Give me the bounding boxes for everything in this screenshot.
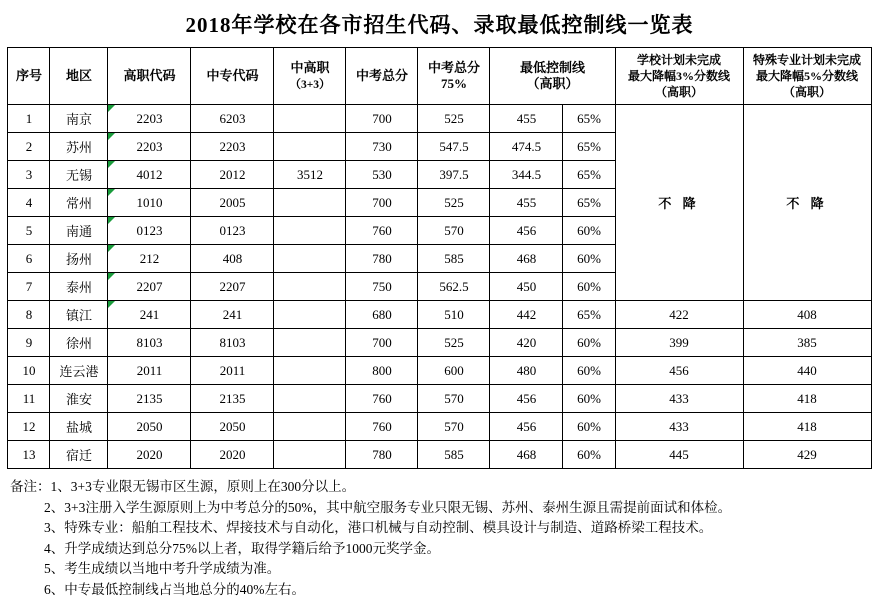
cell-special-plan: 408 xyxy=(743,301,871,329)
notes-section xyxy=(10,477,879,600)
cell-region: 常州 xyxy=(50,189,108,217)
cell-region: 扬州 xyxy=(50,245,108,273)
cell-seq: 2 xyxy=(8,133,50,161)
cell-min-line: 468 xyxy=(490,245,563,273)
header-school-plan xyxy=(615,48,743,105)
cell-zhonggao xyxy=(274,245,346,273)
cell-min-pct: 65% xyxy=(563,189,615,217)
table-row xyxy=(8,329,871,357)
cell-min-line: 480 xyxy=(490,357,563,385)
cell-region: 镇江 xyxy=(50,301,108,329)
cell-seq: 13 xyxy=(8,441,50,469)
cell-secondary-code: 2207 xyxy=(191,273,274,301)
cell-zhonggao xyxy=(274,133,346,161)
cell-vocational-code: 2203 xyxy=(108,133,191,161)
cell-seq: 4 xyxy=(8,189,50,217)
header-school-plan-line2: 最大降幅3%分数线 xyxy=(627,68,730,83)
header-vocational-code: 高职代码 xyxy=(108,48,191,105)
table-row xyxy=(8,357,871,385)
cell-region: 无锡 xyxy=(50,161,108,189)
cell-seq: 5 xyxy=(8,217,50,245)
cell-region: 苏州 xyxy=(50,133,108,161)
cell-special-plan: 418 xyxy=(743,385,871,413)
header-min-control-line2: （高职） xyxy=(526,76,579,91)
cell-min-pct: 65% xyxy=(563,105,615,133)
cell-min-pct: 65% xyxy=(563,133,615,161)
cell-exam-total: 780 xyxy=(346,441,418,469)
header-special-plan-line3: （高职） xyxy=(782,85,831,100)
cell-school-plan: 433 xyxy=(615,385,743,413)
note-row-2 xyxy=(10,498,879,519)
note-item-3: 3、特殊专业：船舶工程技术、焊接技术与自动化，港口机械与自动控制、模具设计与制造、道路桥梁工程技术。 xyxy=(44,520,713,536)
table-header-row xyxy=(8,48,871,105)
cell-vocational-code: 212 xyxy=(108,245,191,273)
cell-exam-total: 760 xyxy=(346,413,418,441)
cell-region: 连云港 xyxy=(50,357,108,385)
header-region: 地区 xyxy=(50,48,108,105)
cell-seq: 8 xyxy=(8,301,50,329)
cell-min-line: 456 xyxy=(490,385,563,413)
cell-special-plan: 440 xyxy=(743,357,871,385)
cell-min-line: 455 xyxy=(490,189,563,217)
cell-seq: 12 xyxy=(8,413,50,441)
cell-score75: 525 xyxy=(418,105,490,133)
cell-exam-total: 800 xyxy=(346,357,418,385)
cell-score75: 570 xyxy=(418,385,490,413)
cell-vocational-code: 2011 xyxy=(108,357,191,385)
notes-label: 备注： xyxy=(10,479,51,494)
cell-min-line: 468 xyxy=(490,441,563,469)
cell-zhonggao xyxy=(274,273,346,301)
header-special-plan-line1: 特殊专业计划未完成 xyxy=(752,52,861,67)
cell-exam-total: 680 xyxy=(346,301,418,329)
cell-min-line: 442 xyxy=(490,301,563,329)
header-seq: 序号 xyxy=(8,48,50,105)
cell-min-pct: 60% xyxy=(563,357,615,385)
header-score75-line2: 75% xyxy=(440,76,467,91)
cell-secondary-code: 408 xyxy=(191,245,274,273)
cell-vocational-code: 4012 xyxy=(108,161,191,189)
cell-score75: 585 xyxy=(418,441,490,469)
table-row xyxy=(8,413,871,441)
cell-vocational-code: 2020 xyxy=(108,441,191,469)
cell-min-line: 455 xyxy=(490,105,563,133)
cell-secondary-code: 8103 xyxy=(191,329,274,357)
cell-secondary-code: 0123 xyxy=(191,217,274,245)
cell-region: 南通 xyxy=(50,217,108,245)
cell-region: 徐州 xyxy=(50,329,108,357)
cell-score75: 562.5 xyxy=(418,273,490,301)
cell-vocational-code: 2135 xyxy=(108,385,191,413)
header-min-control-line xyxy=(490,48,615,105)
note-item-2: 2、3+3注册入学生源原则上为中考总分的50%，其中航空服务专业只限无锡、苏州、泰州生源且需提前面试和体检。 xyxy=(44,499,732,515)
note-item-1: 1、3+3专业限无锡市区生源，原则上在300分以上。 xyxy=(50,479,356,494)
cell-min-pct: 65% xyxy=(563,301,615,329)
cell-secondary-code: 6203 xyxy=(191,105,274,133)
cell-zhonggao: 3512 xyxy=(274,161,346,189)
header-score75-line1: 中考总分 xyxy=(427,59,480,75)
cell-zhonggao xyxy=(274,105,346,133)
cell-min-pct: 60% xyxy=(563,329,615,357)
cell-score75: 570 xyxy=(418,217,490,245)
header-secondary-code: 中专代码 xyxy=(191,48,274,105)
cell-seq: 1 xyxy=(8,105,50,133)
cell-secondary-code: 2005 xyxy=(191,189,274,217)
table-body xyxy=(8,105,871,469)
header-zhonggao-line2: （3+3） xyxy=(289,78,331,91)
cell-special-plan: 385 xyxy=(743,329,871,357)
cell-score75: 585 xyxy=(418,245,490,273)
note-row-1 xyxy=(10,477,879,498)
header-special-plan xyxy=(743,48,871,105)
cell-seq: 6 xyxy=(8,245,50,273)
cell-score75: 570 xyxy=(418,413,490,441)
cell-region: 宿迁 xyxy=(50,441,108,469)
cell-min-line: 344.5 xyxy=(490,161,563,189)
cell-min-pct: 60% xyxy=(563,273,615,301)
cell-min-pct: 60% xyxy=(563,217,615,245)
header-exam-total: 中考总分 xyxy=(346,48,418,105)
cell-score75: 510 xyxy=(418,301,490,329)
table-row xyxy=(8,385,871,413)
note-row-6 xyxy=(10,580,879,600)
note-row-3 xyxy=(10,518,879,539)
cell-region: 盐城 xyxy=(50,413,108,441)
admission-table xyxy=(7,47,871,469)
cell-vocational-code: 1010 xyxy=(108,189,191,217)
cell-seq: 10 xyxy=(8,357,50,385)
cell-seq: 3 xyxy=(8,161,50,189)
cell-school-plan: 433 xyxy=(615,413,743,441)
cell-secondary-code: 2011 xyxy=(191,357,274,385)
cell-school-plan: 399 xyxy=(615,329,743,357)
cell-min-line: 420 xyxy=(490,329,563,357)
cell-exam-total: 530 xyxy=(346,161,418,189)
cell-min-line: 456 xyxy=(490,217,563,245)
cell-exam-total: 780 xyxy=(346,245,418,273)
cell-min-line: 474.5 xyxy=(490,133,563,161)
cell-zhonggao xyxy=(274,357,346,385)
cell-zhonggao xyxy=(274,385,346,413)
header-min-control-line1: 最低控制线 xyxy=(519,59,585,75)
cell-exam-total: 750 xyxy=(346,273,418,301)
cell-min-pct: 60% xyxy=(563,385,615,413)
note-row-4 xyxy=(10,539,879,560)
cell-region: 泰州 xyxy=(50,273,108,301)
note-row-5 xyxy=(10,559,879,580)
cell-exam-total: 730 xyxy=(346,133,418,161)
cell-region: 淮安 xyxy=(50,385,108,413)
cell-school-plan: 422 xyxy=(615,301,743,329)
cell-secondary-code: 241 xyxy=(191,301,274,329)
cell-special-plan: 429 xyxy=(743,441,871,469)
cell-score75: 600 xyxy=(418,357,490,385)
cell-vocational-code: 0123 xyxy=(108,217,191,245)
note-item-4: 4、升学成绩达到总分75%以上者，取得学籍后给予1000元奖学金。 xyxy=(44,540,440,556)
cell-exam-total: 760 xyxy=(346,217,418,245)
cell-school-plan: 456 xyxy=(615,357,743,385)
cell-min-line: 450 xyxy=(490,273,563,301)
cell-score75: 525 xyxy=(418,329,490,357)
table-row xyxy=(8,105,871,133)
cell-region: 南京 xyxy=(50,105,108,133)
cell-vocational-code: 241 xyxy=(108,301,191,329)
cell-secondary-code: 2135 xyxy=(191,385,274,413)
cell-special-plan: 418 xyxy=(743,413,871,441)
cell-score75: 547.5 xyxy=(418,133,490,161)
cell-school-plan-nodrop: 不 降 xyxy=(615,105,743,301)
cell-min-line: 456 xyxy=(490,413,563,441)
cell-zhonggao xyxy=(274,189,346,217)
cell-vocational-code: 2050 xyxy=(108,413,191,441)
table-row xyxy=(8,441,871,469)
cell-score75: 525 xyxy=(418,189,490,217)
cell-score75: 397.5 xyxy=(418,161,490,189)
cell-zhonggao xyxy=(274,301,346,329)
cell-min-pct: 60% xyxy=(563,413,615,441)
cell-zhonggao xyxy=(274,441,346,469)
header-zhonggao xyxy=(274,48,346,105)
cell-seq: 11 xyxy=(8,385,50,413)
cell-school-plan: 445 xyxy=(615,441,743,469)
cell-secondary-code: 2203 xyxy=(191,133,274,161)
cell-vocational-code: 8103 xyxy=(108,329,191,357)
page-title: 2018年学校在各市招生代码、录取最低控制线一览表 xyxy=(185,13,694,37)
table-row xyxy=(8,301,871,329)
cell-exam-total: 760 xyxy=(346,385,418,413)
header-school-plan-line1: 学校计划未完成 xyxy=(636,52,721,67)
cell-zhonggao xyxy=(274,413,346,441)
cell-seq: 7 xyxy=(8,273,50,301)
cell-vocational-code: 2207 xyxy=(108,273,191,301)
cell-min-pct: 65% xyxy=(563,161,615,189)
header-zhonggao-line1: 中高职 xyxy=(290,59,330,75)
cell-secondary-code: 2012 xyxy=(191,161,274,189)
cell-secondary-code: 2020 xyxy=(191,441,274,469)
cell-min-pct: 60% xyxy=(563,441,615,469)
cell-zhonggao xyxy=(274,217,346,245)
cell-vocational-code: 2203 xyxy=(108,105,191,133)
cell-seq: 9 xyxy=(8,329,50,357)
cell-min-pct: 60% xyxy=(563,245,615,273)
cell-exam-total: 700 xyxy=(346,329,418,357)
cell-exam-total: 700 xyxy=(346,105,418,133)
note-item-5: 5、考生成绩以当地中考升学成绩为准。 xyxy=(44,561,281,577)
cell-special-plan-nodrop: 不 降 xyxy=(743,105,871,301)
note-item-6: 6、中专最低控制线占当地总分的40%左右。 xyxy=(44,581,305,597)
cell-zhonggao xyxy=(274,329,346,357)
cell-exam-total: 700 xyxy=(346,189,418,217)
header-score75 xyxy=(418,48,490,105)
header-special-plan-line2: 最大降幅5%分数线 xyxy=(755,68,858,83)
header-school-plan-line3: （高职） xyxy=(654,85,703,100)
cell-secondary-code: 2050 xyxy=(191,413,274,441)
